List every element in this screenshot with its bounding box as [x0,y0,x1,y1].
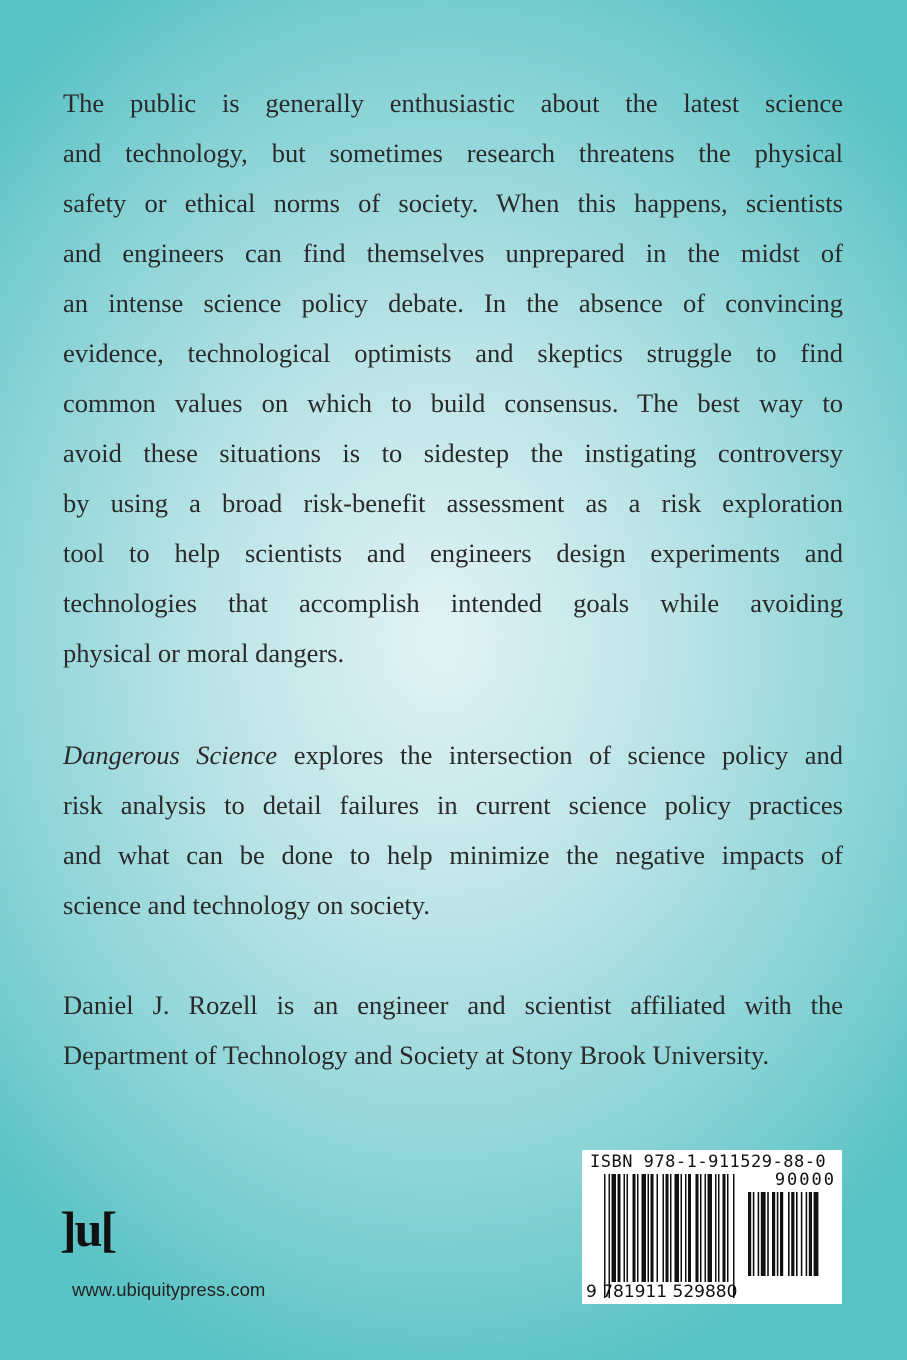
barcode-bar [788,1192,790,1276]
barcode-bar [666,1174,669,1282]
text-span: explores the intersection of science policy and [277,740,843,770]
text-line: tool to help scientists and engineers design experiments and [63,538,843,568]
text-line: and what can be done to help minimize the negative impacts of [63,840,843,870]
barcode-bar [761,1192,766,1276]
barcode-bar [723,1174,726,1282]
text-line: science and technology on society. [63,890,430,920]
description-paragraph [63,78,843,678]
text-line: technologies that accomplish intended goals while avoiding [63,588,843,618]
text-line: and technology, but sometimes research threatens the physical [63,138,843,168]
barcode-bar [753,1192,755,1276]
text-line: safety or ethical norms of society. When this happens, scientists [63,188,843,218]
text-line: Daniel J. Rozell is an engineer and scientist affiliated with the [63,990,843,1020]
barcode-bar [670,1174,672,1282]
barcode-bar [748,1192,751,1276]
barcode-bar [780,1192,783,1276]
barcode-bar [657,1174,659,1282]
barcode-bar [708,1174,713,1282]
barcode-bar [791,1192,794,1276]
barcode-bar [715,1174,717,1282]
barcode-bar [609,1174,611,1298]
barcode-bar [796,1192,798,1276]
barcode-bar [772,1192,775,1276]
barcode-bar [604,1174,606,1298]
barcode-bar [809,1192,812,1276]
isbn-text: ISBN 978-1-911529-88-0 [590,1152,827,1172]
barcode-bar [758,1192,760,1276]
text-line: Department of Technology and Society at Stony Brook University. [63,1040,770,1070]
barcode-bar [642,1174,647,1282]
barcode-bar [685,1174,687,1282]
barcode-bar [624,1174,626,1282]
barcode-bar [696,1174,699,1282]
barcode-bar [801,1192,803,1276]
text-line: evidence, technological optimists and skeptics struggle to find [63,338,843,368]
text-line: by using a broad risk-benefit assessment as a risk exploration [63,488,843,518]
barcode-bar [633,1174,636,1282]
text-line: risk analysis to detail failures in current science policy practices [63,790,843,820]
barcode-bar [651,1174,654,1282]
text-line: common values on which to build consensus. The best way to [63,388,843,418]
author-bio [63,980,843,1080]
barcode-bar [627,1174,629,1282]
barcode-bar [688,1174,691,1282]
barcode-bar [733,1174,735,1298]
book-title: Dangerous Science [63,740,278,770]
barcode-bar [777,1192,779,1276]
text-line: avoid these situations is to sidestep the instigating controversy [63,438,843,468]
text-line: physical or moral dangers. [63,638,345,668]
publisher-logo: ]u[ [60,1201,116,1257]
barcode-bar [727,1174,729,1282]
barcode-bar [663,1174,665,1282]
isbn-barcode [582,1150,842,1304]
barcode-bar [718,1174,720,1282]
barcode-bar [618,1174,621,1282]
barcode-bar [637,1174,639,1282]
text-line [63,730,843,780]
text-line: The public is generally enthusiastic about the latest science [63,88,843,118]
text-line: and engineers can find themselves unprepared in the midst of [63,238,843,268]
text-line: an intense science policy debate. In the absence of convincing [63,288,843,318]
barcode-bar [705,1174,707,1282]
barcode-digits: 9 781911 529880 [586,1282,738,1302]
barcode-bar [675,1174,680,1282]
book-summary-paragraph [63,730,843,930]
publisher-url: www.ubiquitypress.com [72,1279,266,1300]
barcode-bar [767,1192,769,1276]
barcode-bar [648,1174,650,1282]
price-addon: 90000 [774,1170,836,1190]
barcode-bar [612,1174,617,1282]
barcode-bar [806,1192,808,1276]
barcode-bar [681,1174,683,1282]
barcode-bar [700,1174,702,1282]
barcode-bar [814,1192,819,1276]
